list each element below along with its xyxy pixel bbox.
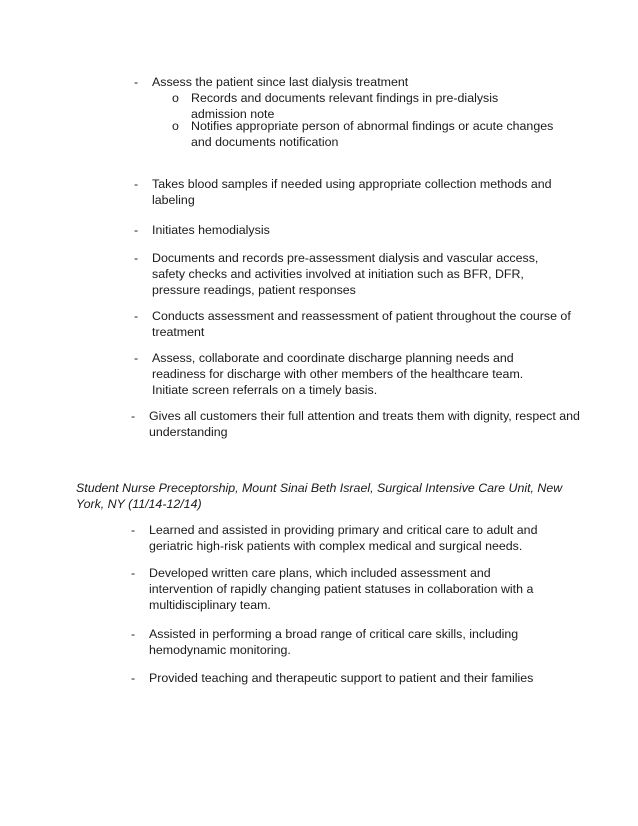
sub-bullet-notifies: [172, 118, 572, 150]
bullet-dash: -: [134, 75, 139, 89]
job-title: Student Nurse Preceptorship, Mount Sinai Beth Israel, Surgical Intensive Care Unit, New York, NY (11/14-12/14): [76, 481, 563, 511]
bullet-learned: [131, 522, 571, 554]
bullet-assess: [134, 74, 574, 90]
bullet-dash: -: [134, 223, 139, 237]
sub-bullet-text: Notifies appropriate person of abnormal findings or acute changes and documents notification: [191, 119, 554, 149]
bullet-dash: -: [131, 627, 136, 641]
bullet-text: Learned and assisted in providing primary and critical care to adult and geriatric high-risk patients with complex medical and surgical needs.: [149, 523, 538, 553]
bullet-dash: -: [131, 523, 136, 537]
bullet-developed: [131, 565, 556, 613]
bullet-gives: [131, 408, 581, 440]
bullet-text: Takes blood samples if needed using appropriate collection methods and labeling: [152, 177, 552, 207]
bullet-discharge: [134, 350, 539, 398]
bullet-text: Gives all customers their full attention and treats them with dignity, respect and understanding: [149, 409, 580, 439]
bullet-dash: -: [134, 309, 139, 323]
sub-bullet-marker: o: [172, 91, 179, 105]
bullet-text: Assess, collaborate and coordinate discharge planning needs and readiness for discharge with other members of the healthcare team. Initiate screen referrals on a timely basis.: [152, 351, 524, 397]
bullet-assisted: [131, 626, 556, 658]
bullet-text: Conducts assessment and reassessment of patient throughout the course of treatment: [152, 309, 571, 339]
bullet-text: Provided teaching and therapeutic support to patient and their families: [149, 671, 534, 685]
bullet-dash: -: [134, 351, 139, 365]
bullet-dash: -: [131, 671, 136, 685]
bullet-text: Developed written care plans, which included assessment and intervention of rapidly changing patient statuses in collaboration with a multidisciplinary team.: [149, 566, 534, 612]
sub-bullet-marker: o: [172, 119, 179, 133]
bullet-provided: [131, 670, 581, 686]
bullet-documents: [134, 250, 554, 298]
bullet-text: Initiates hemodialysis: [152, 223, 270, 237]
bullet-dash: -: [131, 566, 136, 580]
bullet-conducts: [134, 308, 574, 340]
sub-bullet-text: Records and documents relevant findings in pre-dialysis admission note: [191, 91, 499, 121]
bullet-text: Assess the patient since last dialysis treatment: [152, 75, 409, 89]
bullet-dash: -: [134, 177, 139, 191]
bullet-text: Assisted in performing a broad range of critical care skills, including hemodynamic monitoring.: [149, 627, 519, 657]
bullet-text: Documents and records pre-assessment dialysis and vascular access, safety checks and activities involved at initiation such as BFR, DFR, pressure readings, patient responses: [152, 251, 539, 297]
bullet-dash: -: [131, 409, 136, 423]
bullet-initiates: [134, 222, 574, 238]
bullet-blood-samples: [134, 176, 574, 208]
bullet-dash: -: [134, 251, 139, 265]
